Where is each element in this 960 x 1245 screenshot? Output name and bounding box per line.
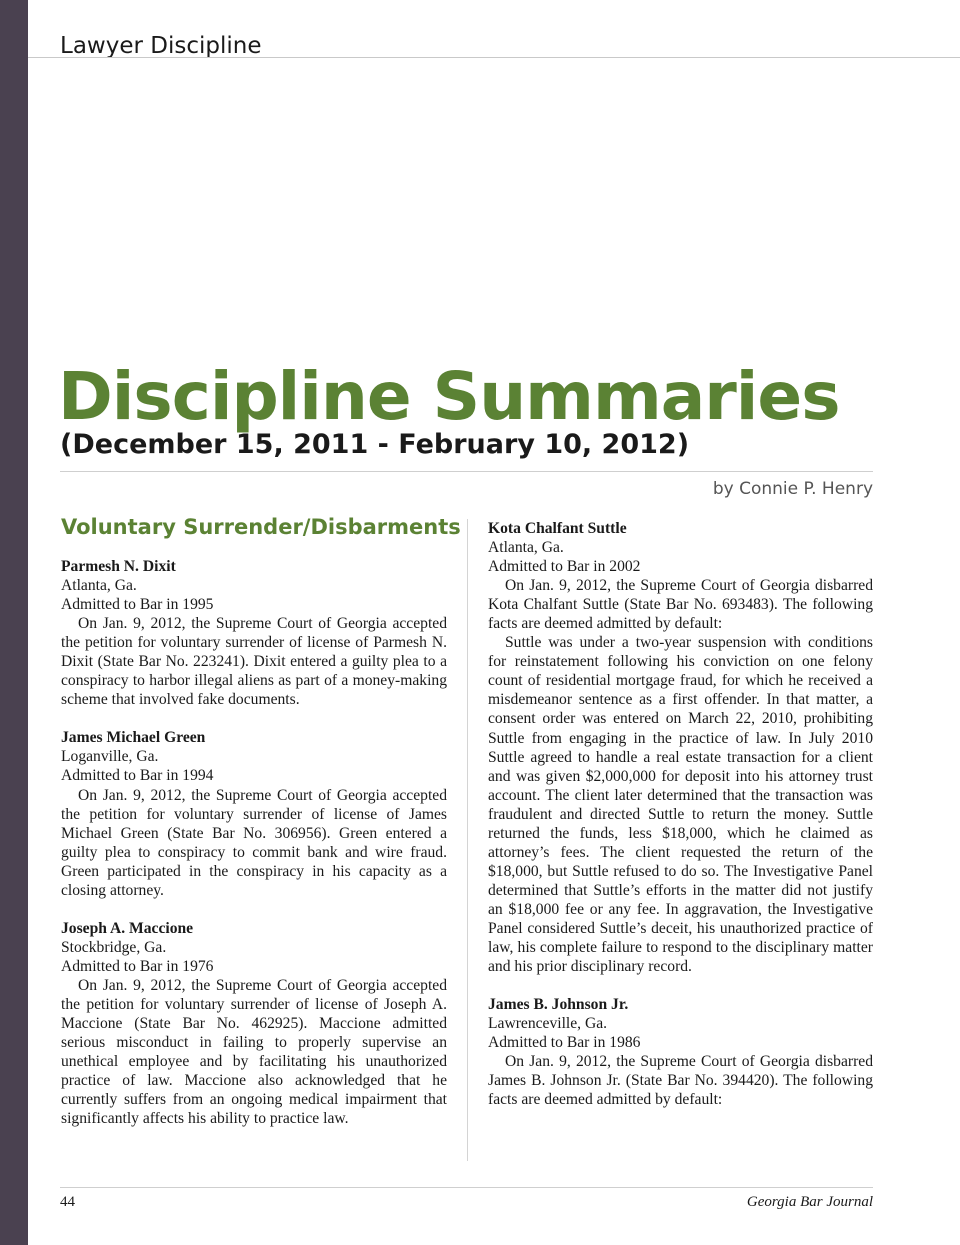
attorney-name: James Michael Green bbox=[61, 729, 206, 747]
attorney-location: Atlanta, Ga. bbox=[61, 577, 137, 595]
bar-admission: Admitted to Bar in 1976 bbox=[61, 957, 214, 975]
discipline-entry bbox=[61, 557, 447, 709]
header-rule bbox=[28, 57, 960, 58]
attorney-location: Stockbridge, Ga. bbox=[61, 938, 167, 956]
category-heading: Voluntary Surrender/Disbarments bbox=[61, 515, 461, 539]
page-title: Discipline Summaries bbox=[58, 358, 840, 435]
bar-admission: Admitted to Bar in 1986 bbox=[488, 1034, 641, 1052]
bar-admission: Admitted to Bar in 1995 bbox=[61, 596, 214, 614]
entry-paragraph: On Jan. 9, 2012, the Supreme Court of Georgia accepted the petition for voluntary surrender of license of James Michael Green (State Bar No. 306956). Green entered a guilty plea to conspiracy to commit bank and wire fraud. Green participated in the conspiracy in his capacity as a closing attorney. bbox=[61, 786, 447, 899]
entry-paragraph: On Jan. 9, 2012, the Supreme Court of Georgia accepted the petition for voluntary surrender of license of Parmesh N. Dixit (State Bar No. 223241). Dixit entered a guilty plea to a conspiracy to harbor illegal aliens as part of a money-making scheme that involved fake documents. bbox=[61, 615, 447, 709]
footer-rule bbox=[60, 1187, 873, 1188]
right-column bbox=[488, 519, 873, 1128]
bar-admission: Admitted to Bar in 2002 bbox=[488, 558, 641, 576]
attorney-name: Parmesh N. Dixit bbox=[61, 558, 176, 575]
attorney-location: Atlanta, Ga. bbox=[488, 539, 564, 557]
title-rule bbox=[60, 471, 873, 472]
discipline-entry bbox=[61, 728, 447, 899]
attorney-location: Loganville, Ga. bbox=[61, 748, 159, 766]
discipline-entry bbox=[488, 519, 873, 976]
left-column bbox=[61, 557, 447, 1147]
entry-paragraph: On Jan. 9, 2012, the Supreme Court of Georgia disbarred James B. Johnson Jr. (State Bar No. 394420). The following facts are deemed admitted by default: bbox=[488, 1053, 873, 1109]
entry-paragraph: Suttle was under a two-year suspension with conditions for reinstatement following his conviction on one felony count of residential mortgage fraud, for which he received a misdemeanor sentence as a first offender. In that matter, a consent order was entered on March 22, 2010, prohibiting Suttle from engaging in the practice of law. In July 2010 Suttle agreed to handle a real estate transaction for a client and was given $2,000,000 for deposit into his attorney trust account. The client later determined that the transaction was fraudulent and directed Suttle to return the money. Suttle returned the funds, less $18,000, which he claimed as attorney’s fees. The client requested the return of the $18,000, but Suttle refused to do so. The Investigative Panel determined that Suttle’s efforts in the matter did not justify an $18,000 fee or any fee. In aggravation, the Investigative Panel considered Suttle’s deceit, his unauthorized practice of law, his complete failure to respond to the disciplinary matter and his prior disciplinary record. bbox=[488, 634, 873, 976]
entry-paragraph: On Jan. 9, 2012, the Supreme Court of Georgia disbarred Kota Chalfant Suttle (State Bar No. 693483). The following facts are deemed admitted by default: bbox=[488, 577, 873, 633]
entry-paragraph: On Jan. 9, 2012, the Supreme Court of Georgia accepted the petition for voluntary surrender of license of Joseph A. Maccione (State Bar No. 462925). Maccione admitted serious misconduct in failing to properly supervise an unethical employee and by facilitating his unauthorized practice of law. Maccione also acknowledged that he currently suffers from an ongoing medical impairment that significantly affects his ability to practice law. bbox=[61, 976, 447, 1128]
discipline-entry bbox=[61, 919, 447, 1129]
page-sidebar-band bbox=[0, 0, 28, 1245]
page-number: 44 bbox=[60, 1194, 75, 1210]
attorney-name: Joseph A. Maccione bbox=[61, 919, 194, 937]
section-label: Lawyer Discipline bbox=[60, 33, 262, 59]
date-range-subtitle: (December 15, 2011 - February 10, 2012) bbox=[60, 429, 690, 460]
discipline-entry bbox=[488, 995, 873, 1109]
attorney-name: Kota Chalfant Suttle bbox=[488, 520, 627, 537]
journal-name: Georgia Bar Journal bbox=[746, 1194, 873, 1210]
byline: by Connie P. Henry bbox=[712, 479, 873, 499]
attorney-location: Lawrenceville, Ga. bbox=[488, 1015, 608, 1033]
bar-admission: Admitted to Bar in 1994 bbox=[61, 767, 214, 785]
column-divider bbox=[467, 519, 468, 1161]
attorney-name: James B. Johnson Jr. bbox=[488, 996, 629, 1014]
